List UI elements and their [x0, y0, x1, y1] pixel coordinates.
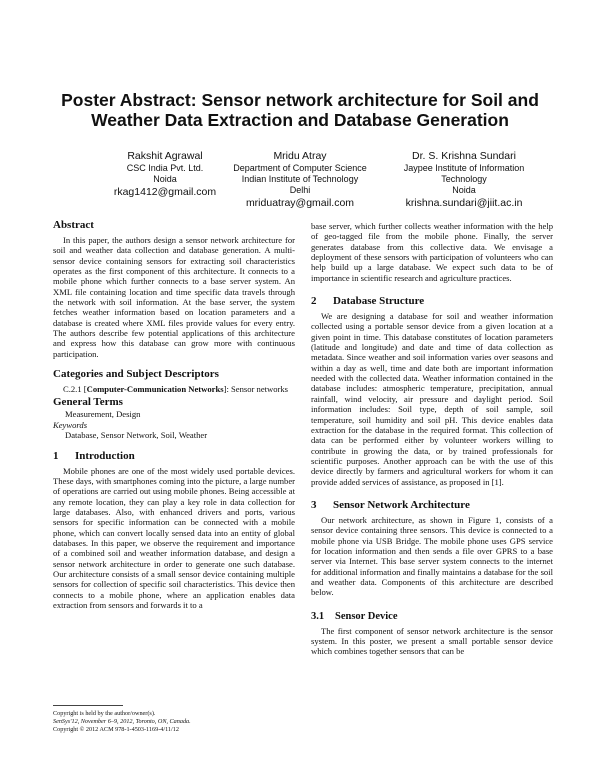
architecture-text: Our network architecture, as shown in Figure 1, consists of a sensor device containing three sensors. This device is connected to a mobile phone via USB Bridge. The mobile phone uses GPS service for location information and then sends a file over GPRS to a base server via Internet. This base server system connects to the internet for additional information and finally maintains a database for the soil and weather data. Components of this architecture are described below. [311, 514, 553, 598]
author-affiliation: Delhi [289, 185, 311, 195]
sensor-device-text: The first component of sensor network architecture is the sensor system. In this poster, we present a small portable sensor device which combines together sensors that can be [311, 625, 553, 657]
author-affiliation: CSC India Pvt. Ltd. [126, 163, 204, 173]
intro-heading [53, 450, 295, 463]
category-code: C.2.1 [ [63, 384, 87, 395]
author-email: rkag1412@gmail.com [113, 186, 217, 198]
intro-continued-text: base server, which further collects weather information with the help of geo-tagged file from the mobile phone. Finally, the server generates database from this collective data. We envisage a deployment of these sensors with participation of volunteers who can help build up a large database. We expect such data to be of importance in scientific research and agriculture practices. [311, 221, 553, 283]
keywords-text: Database, Sensor Network, Soil, Weather [65, 430, 208, 441]
category-rest: ]: Sensor networks [223, 384, 289, 395]
author-name: Mridu Atray [273, 150, 327, 162]
db-structure-text: We are designing a database for soil and weather information collected using a portable sensor device from a given location at a given point in time. This database constitutes of location parameters (latitude and longitude) and date and time of data collection as metadata. Since weather and soil information varies over seasons and within a day as well, time and date both are important information needed with the collected data. Weather information contained in the database includes: atmospheric temperature, precipitation, annual rainfall, wind velocity, air pressure and daylight period. Soil information includes: Soil type, depth of soil sample, soil temperature, soil humidity and soil pH. This device enables data extraction for the database in the required format. This collection of data can be performed either by volunteer workers willing to contribute in growing the data, or by trained professionals for scientific purposes. Another approach can be with the use of this device directly by farmers and agricultural workers for whom it can provide added services of assistance, as proposed in [1]. [311, 311, 553, 487]
architecture-number: 3 [311, 498, 317, 511]
categories-text [53, 384, 295, 394]
author-affiliation: Noida [153, 174, 177, 184]
author-block [228, 150, 372, 210]
architecture-heading [311, 499, 553, 512]
left-column [53, 219, 295, 610]
abstract-text: In this paper, the authors design a sensor network architecture for soil and weather data collection and database generation. A multi-sensor device containing sensors for extracting soil characteristics operates as the first component of this architecture. It connects to a mobile phone which further connects to a base server system. An XML file containing location and time specific data travels through the network with soil information. At the base server, the system fetches weather information based on location parameters and a database is created where XML files provide values for every entry. The authors describe few potential applications of this architecture and express how this database can grow more with continuous participation. [53, 235, 295, 359]
paper-title [40, 90, 560, 130]
author-email: mriduatray@gmail.com [245, 197, 355, 209]
author-block [382, 150, 546, 210]
category-label: Computer-Communication Networks [86, 384, 224, 395]
footnote-line: Copyright © 2012 ACM 978-1-4503-1169-4/11/12 [53, 726, 179, 734]
intro-number: 1 [53, 449, 59, 462]
right-column [311, 221, 553, 657]
footnote-line: Copyright is held by the author/owner(s). [53, 710, 156, 717]
sensor-device-title: Sensor Device [335, 610, 398, 622]
architecture-title: Sensor Network Architecture [333, 498, 470, 511]
author-name: Dr. S. Krishna Sundari [412, 150, 516, 162]
author-name: Rakshit Agrawal [127, 150, 203, 162]
author-affiliation: Department of Computer Science [233, 163, 367, 173]
author-affiliation: Technology [441, 174, 487, 184]
footnote-rule [53, 705, 123, 706]
db-structure-heading [311, 295, 553, 308]
author-email: krishna.sundari@jiit.ac.in [405, 197, 523, 209]
general-terms-text: Measurement, Design [65, 409, 141, 420]
intro-text: Mobile phones are one of the most widely used portable devices. These days, with smartphones coming into the picture, a large number of operations are carried out using mobile phones. Being accessible at any remote location, they can play a key role in data collection for large databases. Also, with enhanced drivers and ports, various sensors for specific information can be connected with a mobile phone, which can convert locally sensed data into an entity of global databases. In this paper, we observe the requirement and importance of a combined soil and weather information database, and design a sensor network architecture in order to generate one such database. Our architecture consists of a small sensor device containing multiple sensors for collection of specific soil characteristics. This device then connects to a mobile phone, where an application enables data extraction from sensors and forwards it to a [53, 465, 295, 610]
author-affiliation: Noida [452, 185, 476, 195]
sensor-device-heading [311, 610, 553, 623]
author-affiliation: Jaypee Institute of Information [403, 163, 525, 173]
author-block [78, 150, 252, 199]
abstract-heading: Abstract [53, 219, 94, 231]
intro-title: Introduction [75, 449, 135, 462]
db-structure-title: Database Structure [333, 295, 425, 308]
copyright-footnotes [53, 705, 295, 735]
title-line-1: Poster Abstract: Sensor network architecture for Soil and [61, 90, 539, 110]
footnote-line: SenSys'12, November 6–9, 2012, Toronto, ON, Canada. [53, 718, 191, 726]
title-line-2: Weather Data Extraction and Database Generation [91, 110, 509, 130]
sensor-device-number: 3.1 [311, 610, 325, 622]
categories-heading: Categories and Subject Descriptors [53, 368, 219, 381]
author-affiliation: Indian Institute of Technology [241, 174, 359, 184]
db-structure-number: 2 [311, 295, 317, 308]
keywords-heading: Keywords [53, 419, 88, 430]
general-terms-heading: General Terms [53, 396, 123, 409]
